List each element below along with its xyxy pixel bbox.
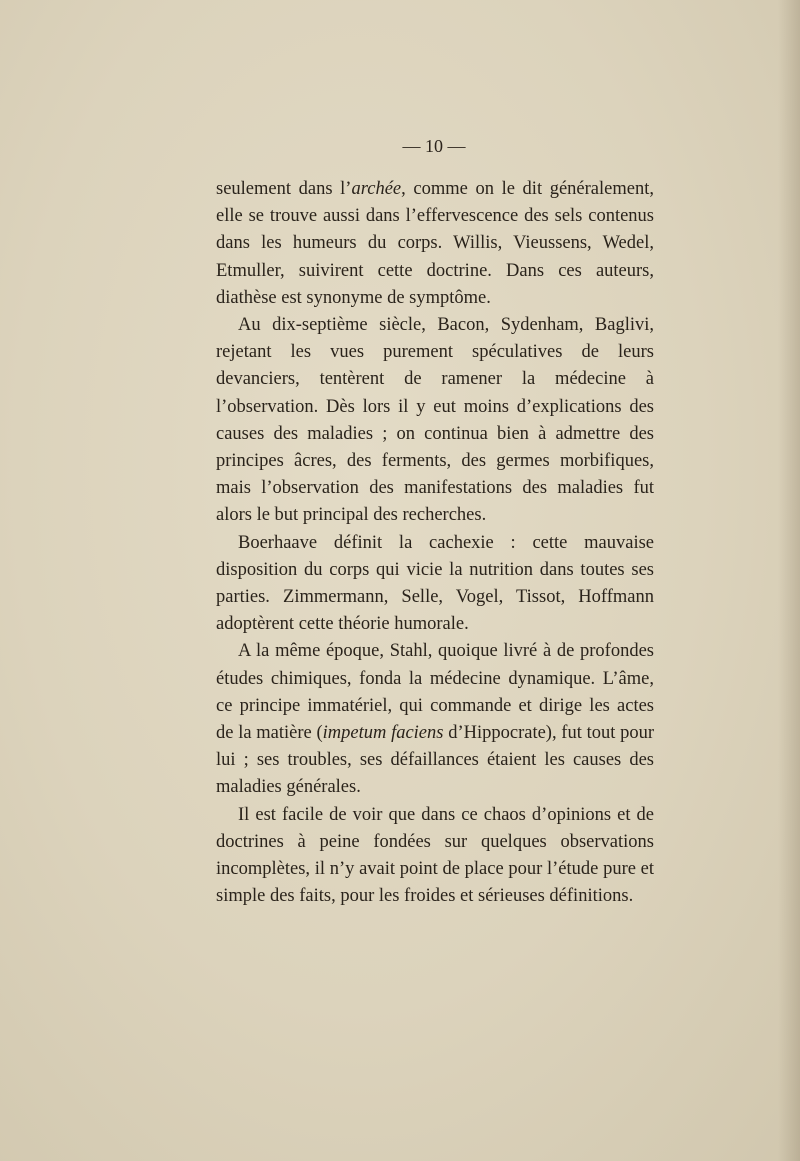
body-text [216, 176, 654, 910]
paragraph-text: Boerhaave définit la cachexie : cette mauvaise disposition du corps qui vicie la nutrition dans toutes ses parties. Zimmermann, Selle, Vogel, Tissot, Hoffmann adoptèrent cette théorie humorale. [216, 532, 654, 635]
paragraph [216, 312, 654, 530]
paragraph-text: , comme on le dit généralement, elle se trouve aussi dans l’effervescence des sels contenus dans les humeurs du corps. Willis, Vieussens, Wedel, Etmuller, suivirent cette doctrine. Dans ces auteurs, diathèse est synonyme de symptôme. [216, 179, 654, 308]
paragraph [216, 802, 654, 911]
paragraph-text: Il est facile de voir que dans ce chaos d’opinions et de doctrines à peine fondées sur quelques observations incomplètes, il n’y avait point de place pour l’étude pure et simple des faits, pour les froides et sérieuses définitions. [216, 804, 654, 907]
paragraph-text: A la même époque, Stahl, quoique livré à de profondes études chimiques, fonda la médecine dynamique. L’âme, ce principe immatériel, qui commande et dirige les actes de la matière ( [216, 641, 654, 744]
paragraph-text: Au dix-septième siècle, Bacon, Sydenham, Baglivi, rejetant les vues purement spéculatives de leurs devanciers, tentèrent de ramener la médecine à l’observation. Dès lors il y eut moins d’explications des causes des maladies ; on continua bien à admettre des principes âcres, des ferments, des germes morbifiques, mais l’observation des manifestations des maladies fut alors le but principal des recherches. [216, 315, 654, 526]
paragraph [216, 638, 654, 801]
paragraph [216, 176, 654, 312]
page-number: — 10 — [402, 136, 466, 156]
italic-text: impetum faciens [322, 723, 444, 744]
paragraph-text: seulement dans l’ [216, 179, 352, 199]
italic-text: archée [351, 179, 402, 199]
page-edge-shadow [778, 0, 800, 1161]
paragraph-text: d’Hippocrate), fut tout pour lui ; ses troubles, ses défaillances étaient les causes des maladies générales. [216, 723, 654, 798]
paragraph [216, 530, 654, 639]
